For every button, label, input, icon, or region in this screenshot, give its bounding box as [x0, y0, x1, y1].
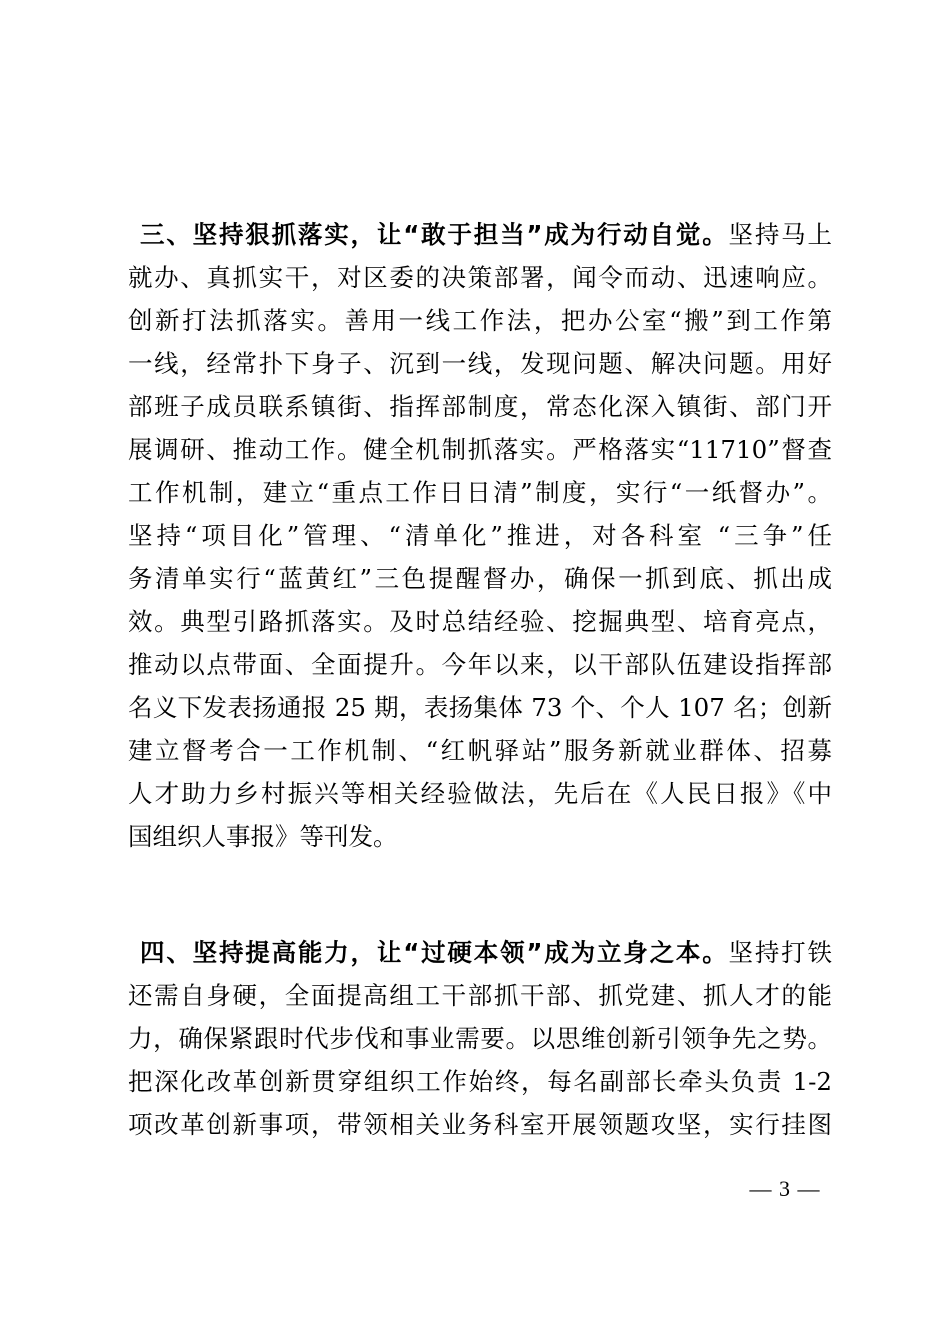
- paragraph-line: 把深化改革创新贯穿组织工作始终，每名副部长牵头负责 1-2: [128, 1067, 832, 1096]
- paragraph-line: 国组织人事报》等刊发。: [128, 822, 398, 851]
- paragraph-line: 力，确保紧跟时代步伐和事业需要。以思维创新引领争先之势。: [128, 1024, 832, 1053]
- paragraph-line: 坚持“项目化”管理、“清单化”推进，对各科室 “三争”任: [128, 521, 832, 550]
- paragraph-text: 坚持马上: [728, 220, 833, 249]
- section-three-paragraph: [128, 213, 832, 858]
- paragraph-line: 创新打法抓落实。善用一线工作法，把办公室“搬”到工作第: [128, 306, 832, 335]
- paragraph-line: 名义下发表扬通报 25 期，表扬集体 73 个、个人 107 名；创新: [128, 693, 832, 722]
- paragraph-line: 展调研、推动工作。健全机制抓落实。严格落实“11710”督查: [128, 435, 832, 464]
- paragraph-line: 部班子成员联系镇街、指挥部制度，常态化深入镇街、部门开: [128, 392, 832, 421]
- paragraph-line: 一线，经常扑下身子、沉到一线，发现问题、解决问题。用好: [128, 349, 832, 378]
- paragraph-line: 务清单实行“蓝黄红”三色提醒督办，确保一抓到底、抓出成: [128, 564, 832, 593]
- section-four-heading: 四、坚持提高能力，让“过硬本领”成为立身之本。: [140, 938, 729, 967]
- paragraph-line: 人才助力乡村振兴等相关经验做法，先后在《人民日报》《中: [128, 779, 832, 808]
- paragraph-line: 工作机制，建立“重点工作日日清”制度，实行“一纸督办”。: [128, 478, 832, 507]
- page-number: — 3 —: [749, 1176, 821, 1201]
- paragraph-line: 建立督考合一工作机制、“红帆驿站”服务新就业群体、招募: [128, 736, 832, 765]
- paragraph-line: [128, 213, 832, 256]
- paragraph-line: [128, 931, 832, 974]
- section-four-paragraph: [128, 931, 832, 1146]
- paragraph-line: 就办、真抓实干，对区委的决策部署，闻令而动、迅速响应。: [128, 263, 832, 292]
- paragraph-line: 还需自身硬，全面提高组工干部抓干部、抓党建、抓人才的能: [128, 981, 832, 1010]
- paragraph-line: 项改革创新事项，带领相关业务科室开展领题攻坚，实行挂图: [128, 1110, 832, 1139]
- paragraph-line: 效。典型引路抓落实。及时总结经验、挖掘典型、培育亮点，: [128, 607, 832, 636]
- paragraph-line: 推动以点带面、全面提升。今年以来，以干部队伍建设指挥部: [128, 650, 832, 679]
- paragraph-text: 坚持打铁: [728, 938, 833, 967]
- section-three-heading: 三、坚持狠抓落实，让“敢于担当”成为行动自觉。: [140, 220, 729, 249]
